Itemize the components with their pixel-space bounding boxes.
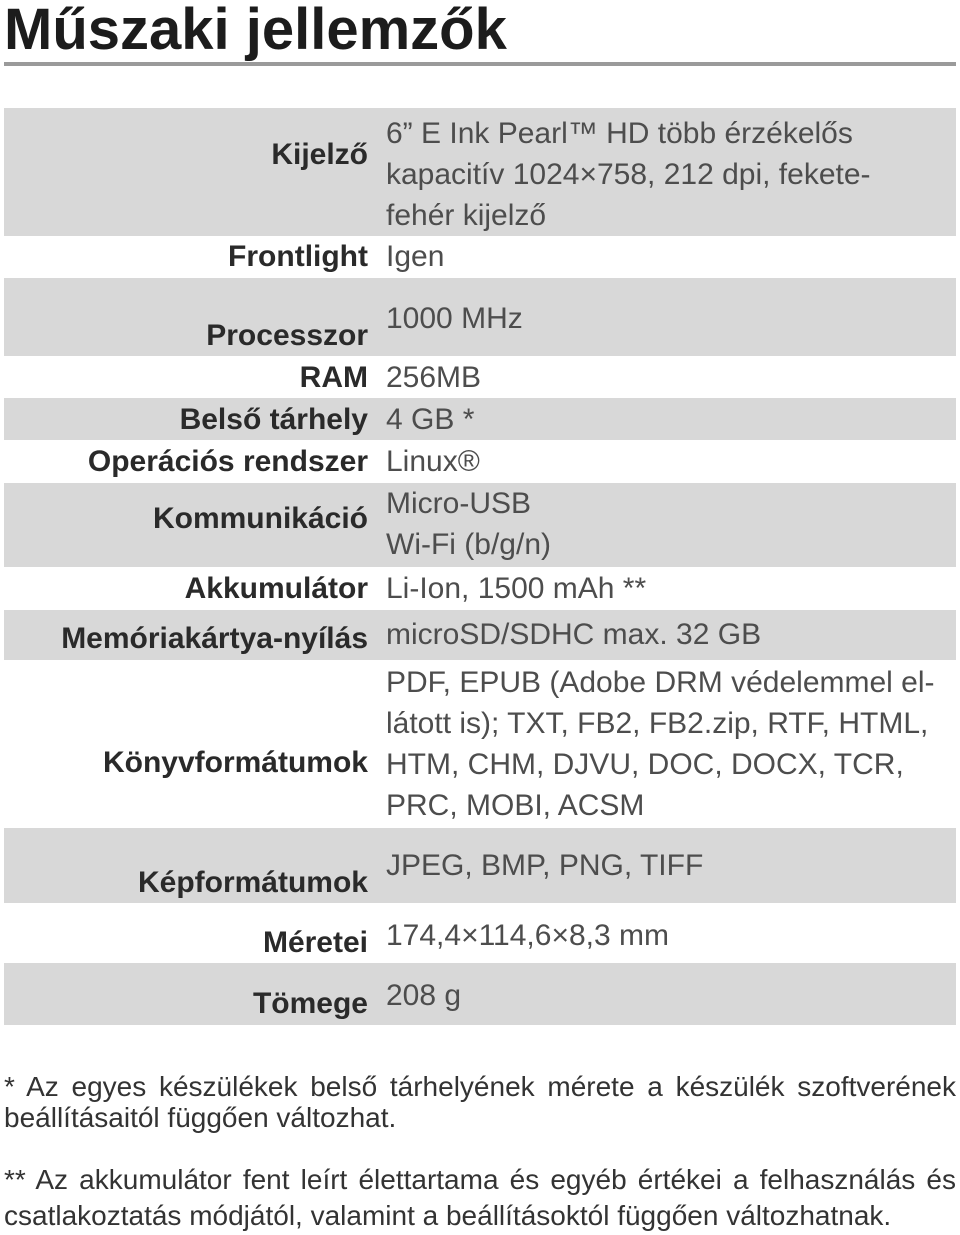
footnote-line: beállításaitól függően változhat. bbox=[4, 1102, 397, 1133]
footnote-line: csatlakoztatás módjától, valamint a beállításoktól függően változhatnak. bbox=[4, 1200, 892, 1231]
footnote-battery bbox=[4, 1162, 956, 1234]
spec-label: Processzor bbox=[206, 319, 368, 352]
spec-value bbox=[386, 356, 481, 398]
spec-value-line: látott is); TXT, FB2, FB2.zip, RTF, HTML, bbox=[386, 707, 929, 740]
spec-row-battery bbox=[4, 567, 956, 610]
spec-table bbox=[4, 108, 956, 1025]
spec-value bbox=[386, 440, 480, 483]
spec-value-line: Wi-Fi (b/g/n) bbox=[386, 528, 551, 561]
spec-label: Memóriakártya-nyílás bbox=[61, 622, 368, 655]
spec-value bbox=[386, 567, 646, 610]
spec-label: Belső tárhely bbox=[179, 403, 368, 436]
spec-row-frontlight bbox=[4, 236, 956, 278]
footnote-line: ** Az akkumulátor fent leírt élettartama és egyéb értékei a felhasználás és bbox=[4, 1164, 956, 1195]
spec-value bbox=[386, 963, 461, 1025]
spec-value bbox=[386, 278, 523, 356]
spec-label: Kijelző bbox=[271, 138, 368, 171]
spec-row-processor bbox=[4, 278, 956, 356]
spec-label: Képformátumok bbox=[137, 866, 368, 899]
spec-row-storage bbox=[4, 398, 956, 440]
spec-label: RAM bbox=[299, 361, 368, 394]
spec-row-ram bbox=[4, 356, 956, 398]
spec-value-line: JPEG, BMP, PNG, TIFF bbox=[386, 849, 704, 882]
spec-row-os bbox=[4, 440, 956, 483]
spec-label: Kommunikáció bbox=[152, 502, 368, 535]
footnote-storage bbox=[4, 1071, 956, 1133]
spec-label: Tömege bbox=[252, 987, 368, 1020]
spec-row-connectivity bbox=[4, 483, 956, 567]
spec-value-line: PDF, EPUB (Adobe DRM védelemmel el- bbox=[386, 666, 935, 699]
spec-value bbox=[386, 903, 669, 963]
spec-value-line: HTM, CHM, DJVU, DOC, DOCX, TCR, bbox=[386, 748, 904, 781]
spec-value bbox=[386, 828, 703, 903]
footnote-line: * Az egyes készülékek belső tárhelyének mérete a készülék szoftverének bbox=[4, 1071, 956, 1102]
spec-row-book-formats bbox=[4, 660, 956, 828]
spec-value bbox=[386, 660, 935, 828]
spec-value-line: fehér kijelző bbox=[386, 199, 547, 232]
spec-label: Könyvformátumok bbox=[102, 746, 368, 779]
spec-value bbox=[386, 483, 551, 567]
spec-value-line: Linux® bbox=[386, 445, 480, 478]
spec-value-line: 208 g bbox=[386, 979, 462, 1012]
title-divider bbox=[4, 62, 956, 66]
spec-value-line: Micro-USB bbox=[386, 487, 532, 520]
spec-value-line: 174,4×114,6×8,3 mm bbox=[386, 919, 669, 952]
spec-value-line: 1000 MHz bbox=[386, 302, 523, 335]
spec-value-line: microSD/SDHC max. 32 GB bbox=[386, 618, 762, 651]
spec-row-display bbox=[4, 108, 956, 236]
spec-row-memory-card bbox=[4, 610, 956, 660]
spec-value-line: PRC, MOBI, ACSM bbox=[386, 789, 645, 822]
spec-label: Akkumulátor bbox=[184, 572, 368, 605]
spec-value bbox=[386, 610, 761, 660]
spec-value-line: kapacitív 1024×758, 212 dpi, fekete- bbox=[386, 158, 871, 191]
spec-value-line: Igen bbox=[386, 240, 445, 273]
spec-value bbox=[386, 108, 871, 236]
spec-label: Frontlight bbox=[228, 240, 368, 273]
spec-value bbox=[386, 236, 444, 278]
spec-row-image-formats bbox=[4, 828, 956, 903]
page-title: Műszaki jellemzők bbox=[4, 0, 507, 62]
spec-row-dimensions bbox=[4, 903, 956, 963]
spec-row-weight bbox=[4, 963, 956, 1025]
spec-value-line: 6” E Ink Pearl™ HD több érzékelős bbox=[386, 117, 853, 150]
spec-label: Operációs rendszer bbox=[87, 445, 368, 478]
spec-value-line: 4 GB * bbox=[386, 403, 475, 436]
spec-value-line: Li-Ion, 1500 mAh ** bbox=[386, 572, 647, 605]
spec-label: Méretei bbox=[262, 926, 368, 959]
spec-value bbox=[386, 398, 474, 440]
spec-value-line: 256MB bbox=[386, 361, 482, 394]
